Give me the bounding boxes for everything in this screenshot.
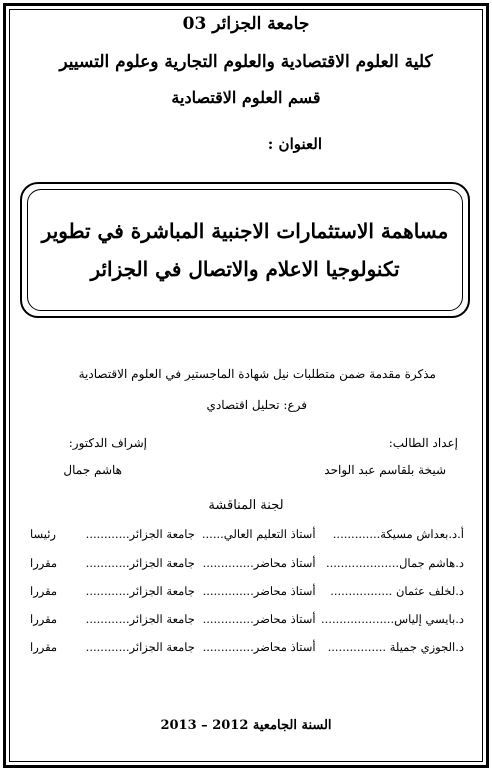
- member-rank: أستاذ التعليم العالي......: [201, 527, 316, 541]
- university-name: جامعة الجزائر 03: [182, 14, 310, 34]
- faculty-name: كلية العلوم الاقتصادية والعلوم التجارية وعلوم التسيير: [59, 52, 433, 72]
- thesis-title-line-2: تكنولوجيا الاعلام والاتصال في الجزائر: [90, 257, 400, 281]
- department-name: قسم العلوم الاقتصادية: [171, 88, 321, 107]
- member-name: د.بايسي إلياس....................: [320, 612, 464, 626]
- memo-description: مذكرة مقدمة ضمن متطلبات نيل شهادة الماجستير في العلوم الاقتصادية: [78, 367, 436, 381]
- title-box-inner: [27, 189, 463, 311]
- supervisor-name: هاشم جمال: [63, 463, 122, 477]
- member-institution: جامعة الجزائر............: [85, 527, 195, 541]
- committee-member-row: [30, 556, 464, 570]
- committee-member-row: [30, 612, 464, 626]
- member-institution: جامعة الجزائر............: [85, 556, 195, 570]
- committee-member-row: [30, 584, 464, 598]
- committee-label: لجنة المناقشة: [208, 498, 284, 513]
- member-rank: أستاذ محاضر..............: [202, 584, 316, 598]
- member-role: مقررا: [30, 556, 58, 570]
- member-name: د.هاشم جمال....................: [325, 556, 464, 570]
- member-institution: جامعة الجزائر............: [85, 612, 195, 626]
- member-institution: جامعة الجزائر............: [85, 640, 195, 654]
- member-role: رئيسا: [30, 527, 56, 541]
- member-name: أ.د.بعداش مسيكة.............: [332, 527, 464, 541]
- student-label: إعداد الطالب:: [388, 436, 458, 450]
- memo-branch: فرع: تحليل اقتصادي: [206, 398, 307, 412]
- member-rank: أستاذ محاضر..............: [202, 612, 316, 626]
- member-name: د.الجوزي جميلة ................: [327, 640, 464, 654]
- member-institution: جامعة الجزائر............: [85, 584, 195, 598]
- member-role: مقررا: [30, 584, 58, 598]
- committee-member-row: [30, 527, 464, 541]
- member-role: مقررا: [30, 640, 58, 654]
- academic-year: السنة الجامعية 2012 – 2013: [160, 718, 332, 733]
- thesis-title-line-1: مساهمة الاستثمارات الاجنبية المباشرة في تطوير: [41, 219, 449, 243]
- title-label: العنوان :: [267, 135, 322, 153]
- committee-member-row: [30, 640, 464, 654]
- member-role: مقررا: [30, 612, 58, 626]
- student-name: شيخة بلقاسم عبد الواحد: [324, 463, 446, 477]
- member-name: د.لخلف عثمان .................: [330, 584, 464, 598]
- title-box: [20, 182, 470, 318]
- member-rank: أستاذ محاضر..............: [202, 640, 316, 654]
- supervisor-label: إشراف الدكتور:: [68, 436, 147, 450]
- member-rank: أستاذ محاضر..............: [202, 556, 316, 570]
